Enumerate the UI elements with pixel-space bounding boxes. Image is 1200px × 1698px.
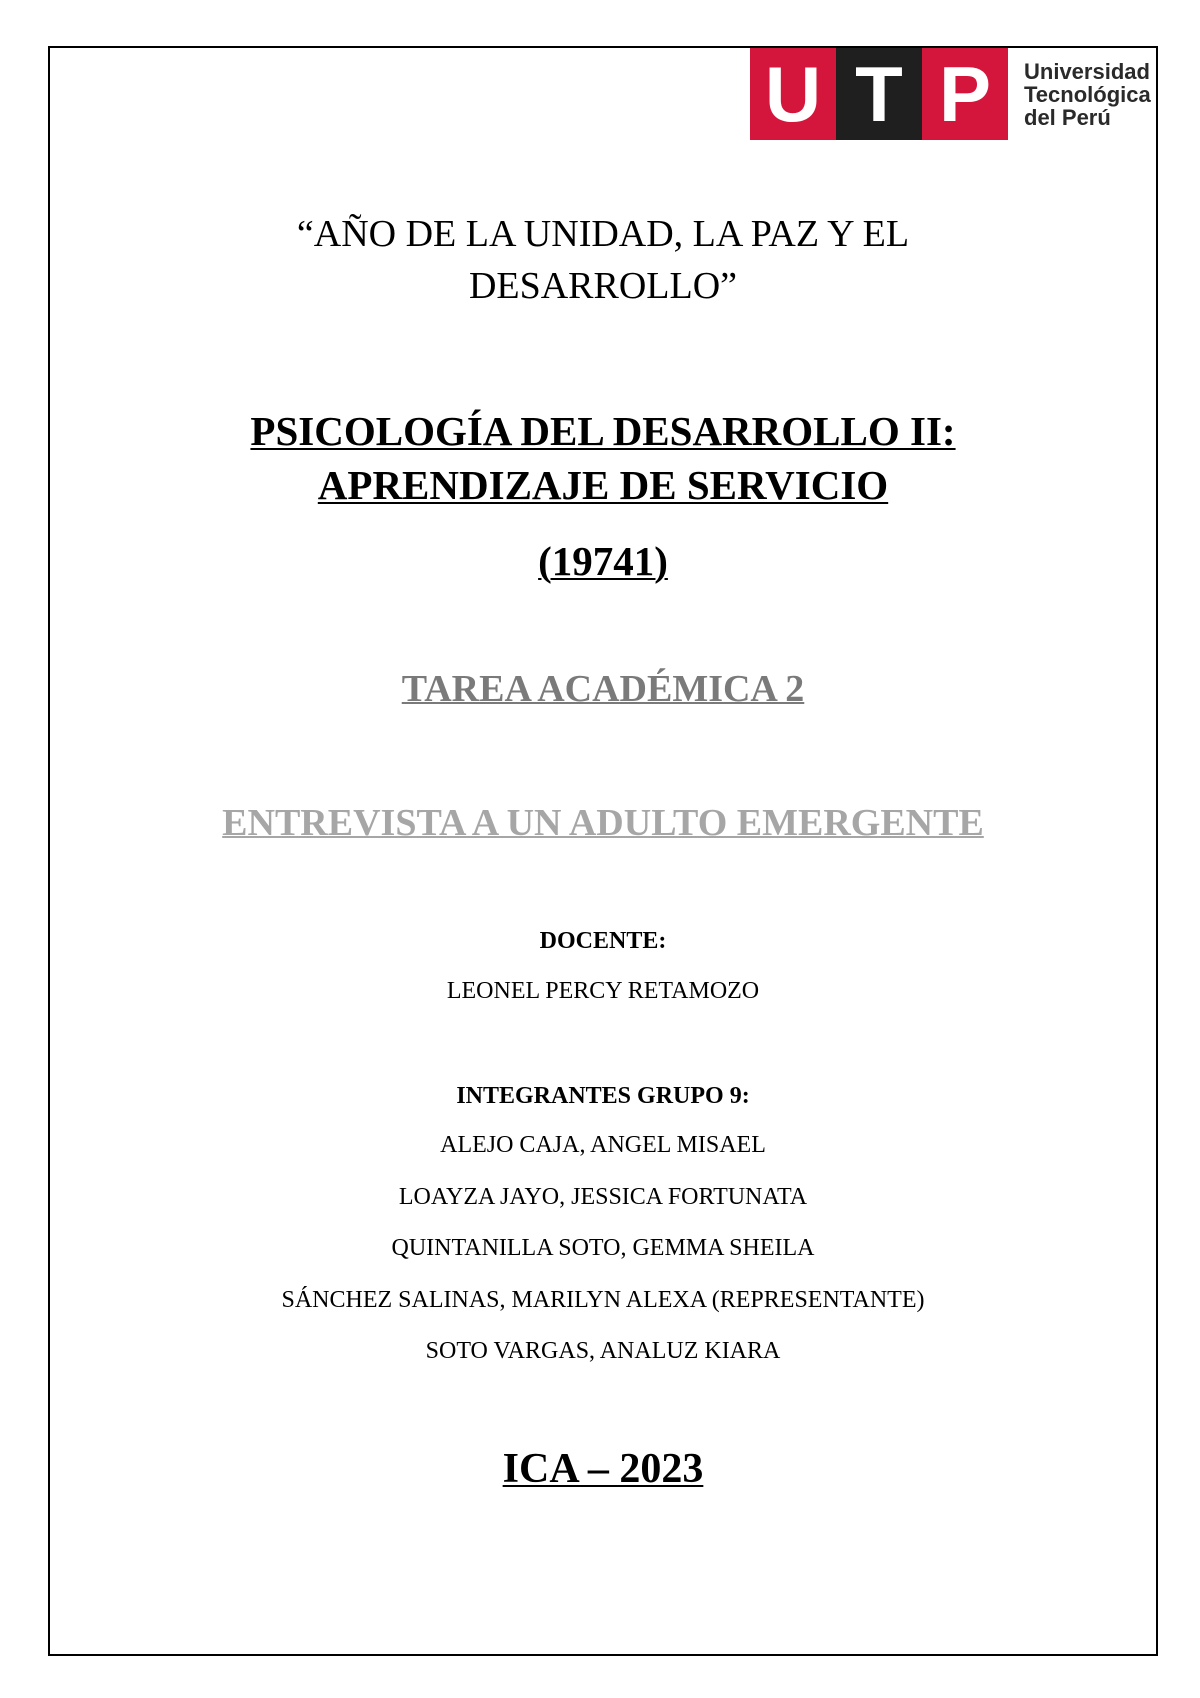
- course-code: [48, 534, 1158, 588]
- task-title-text: TAREA ACADÉMICA 2: [401, 668, 805, 710]
- member-name: QUINTANILLA SOTO, GEMMA SHEILA: [391, 1235, 815, 1261]
- teacher-label: DOCENTE:: [539, 928, 667, 954]
- topic-title: [48, 798, 1158, 848]
- motto-line-1: “AÑO DE LA UNIDAD, LA PAZ Y EL: [296, 213, 910, 255]
- course-title: [48, 404, 1158, 512]
- members-label: INTEGRANTES GRUPO 9:: [456, 1083, 750, 1109]
- utp-logo: [750, 48, 1151, 140]
- members-list: [48, 1130, 1158, 1388]
- member-name: LOAYZA JAYO, JESSICA FORTUNATA: [398, 1183, 808, 1210]
- logo-text-line: Universidad: [1024, 58, 1150, 84]
- year-motto: [48, 208, 1158, 312]
- topic-title-text: ENTREVISTA A UN ADULTO EMERGENTE: [222, 802, 984, 844]
- logo-university-name: [1024, 48, 1151, 140]
- course-title-line-2: APRENDIZAJE DE SERVICIO: [317, 462, 889, 508]
- motto-line-2: DESARROLLO”: [468, 265, 738, 307]
- city-year-text: ICA – 2023: [502, 1446, 704, 1492]
- city-year: [48, 1442, 1158, 1496]
- member-name: SOTO VARGAS, ANALUZ KIARA: [425, 1338, 781, 1364]
- task-title: [48, 664, 1158, 714]
- logo-text-line: del Perú: [1024, 104, 1111, 130]
- member-name: SÁNCHEZ SALINAS, MARILYN ALEXA (REPRESENTANTE): [281, 1286, 925, 1313]
- logo-letter-t: T: [836, 48, 922, 140]
- course-code-text: (19741): [538, 538, 668, 584]
- logo-letter-u: U: [750, 48, 836, 140]
- course-title-line-1: PSICOLOGÍA DEL DESARROLLO II:: [250, 408, 956, 454]
- teacher-name: LEONEL PERCY RETAMOZO: [446, 978, 760, 1004]
- member-name: ALEJO CAJA, ANGEL MISAEL: [440, 1132, 766, 1158]
- logo-text-line: Tecnológica: [1024, 81, 1151, 107]
- logo-letter-p: P: [922, 48, 1008, 140]
